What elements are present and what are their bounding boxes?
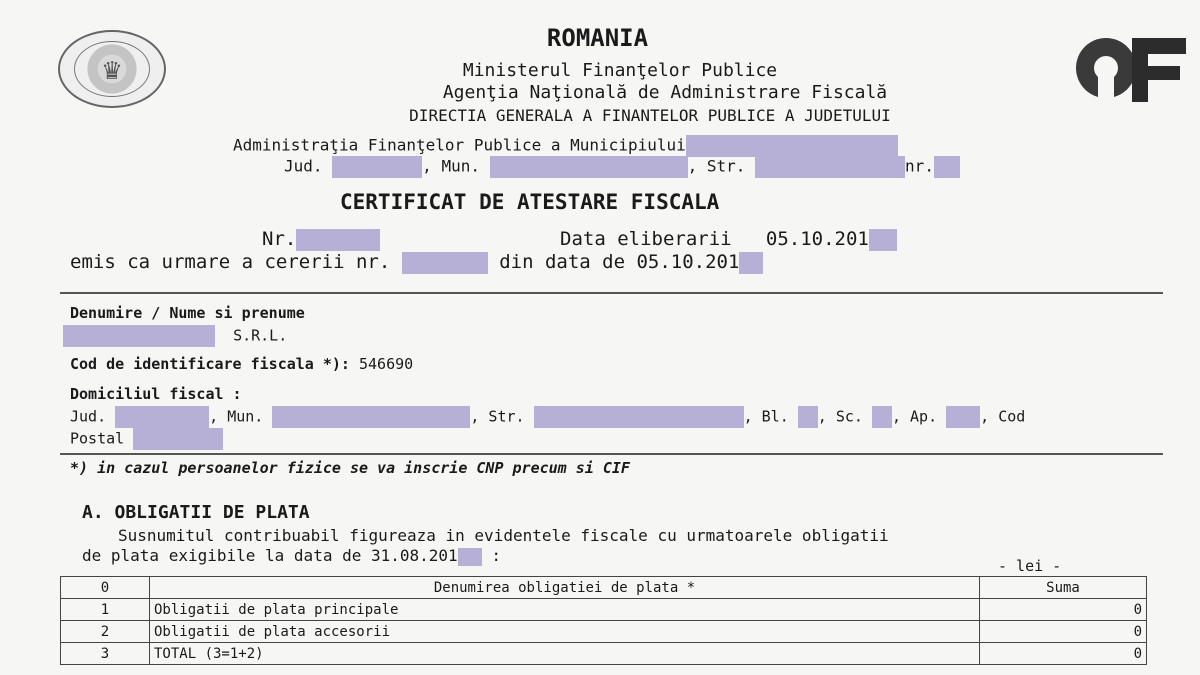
ap-label: , Ap. [891,407,938,426]
footnote: *) in cazul persoanelor fizice se va inscrie CNP precum si CIF [70,459,630,477]
row-suma: 0 [980,621,1147,643]
nr-label: Nr. [262,228,297,250]
postal-line [70,428,223,450]
section-a-line2 [82,546,501,566]
ministry-name: Ministerul Finanţelor Publice [462,60,778,81]
row-suma: 0 [980,643,1147,665]
country-title: ROMANIA [546,24,649,52]
redacted-request-number [402,252,488,274]
header-col-0: 0 [61,577,150,599]
redacted-mun [490,156,688,178]
currency-unit: - lei - [998,557,1062,575]
redacted-sc [872,406,892,428]
section-a-line1: Susnumitul contribuabil figureaza in evidentele fiscale cu urmatoarele obligatii [118,526,889,545]
redacted-request-year [739,252,763,274]
row-name: Obligatii de plata accesorii [150,621,980,643]
postal-label: Postal [70,429,125,448]
redacted-domicile-jud [115,406,209,428]
company-name [63,325,287,347]
request-label: emis ca urmare a cererii nr. [70,251,391,273]
jud-label: Jud. [284,156,323,176]
row-nr: 2 [61,621,150,643]
colon: : [491,546,501,565]
redacted-domicile-street [534,406,744,428]
redacted-jud [332,156,422,178]
cif-line [70,355,413,373]
redacted-number [934,156,960,178]
table-row [61,599,1147,621]
header-col-name: Denumirea obligatiei de plata * [150,577,980,599]
section-a-title: A. OBLIGATII DE PLATA [82,502,310,523]
redacted-bl [798,406,818,428]
table-row [61,643,1147,665]
row-suma: 0 [980,599,1147,621]
row-nr: 3 [61,643,150,665]
request-line [70,251,763,274]
row-name: Obligatii de plata principale [150,599,980,621]
redacted-domicile-mun [272,406,470,428]
agency-name: Agenţia Naţională de Administrare Fiscală [442,82,888,103]
mun-label: , Mun. [422,156,480,176]
bl-label: , Bl. [743,407,789,426]
cif-label: Cod de identificare fiscala *): [70,355,350,373]
cif-value: 546690 [359,355,414,373]
company-suffix: S.R.L. [233,326,288,345]
redacted-street [755,156,905,178]
certificate-title: CERTIFICAT DE ATESTARE FISCALA [340,190,720,214]
divider [60,453,1163,455]
domicile-jud-label: Jud. [70,407,107,426]
redacted-municipality [686,135,898,157]
administration-label: Administraţia Finanţelor Publice a Municipiului [233,135,686,155]
cod-label: , Cod [980,407,1026,426]
directorate-name: DIRECTIA GENERALA A FINANTELOR PUBLICE A JUDETULUI [409,106,891,125]
redacted-company-name [63,325,215,347]
name-label: Denumire / Nume si prenume [70,304,305,322]
issue-date-label: Data eliberarii [560,228,732,250]
domicile-str-label: , Str. [470,407,525,426]
nr-label: nr. [905,156,934,176]
romania-coat-of-arms-icon: ♛ [58,30,166,108]
redacted-postal-code [133,428,223,450]
divider [60,292,1163,294]
redacted-year [869,229,897,251]
issue-date [560,228,897,251]
header-col-suma: Suma [980,577,1147,599]
sc-label: , Sc. [817,407,863,426]
due-date-text: de plata exigibile la data de 31.08.201 [82,546,458,565]
request-date: din data de 05.10.201 [499,251,740,273]
certificate-number [262,228,380,251]
redacted-due-year [458,548,482,566]
redacted-ap [946,406,980,428]
issue-date-value: 05.10.201 [765,228,869,250]
row-name: TOTAL (3=1+2) [150,643,980,665]
administration-line [233,135,898,157]
administration-address [284,156,960,178]
domicile-mun-label: , Mun. [209,407,264,426]
str-label: , Str. [687,156,746,176]
redacted-cert-number [296,229,380,251]
obligations-table [60,576,1147,665]
domicile-label: Domiciliul fiscal : [70,385,242,403]
table-row [61,621,1147,643]
table-header-row [61,577,1147,599]
row-nr: 1 [61,599,150,621]
domicile-address [70,406,1025,428]
